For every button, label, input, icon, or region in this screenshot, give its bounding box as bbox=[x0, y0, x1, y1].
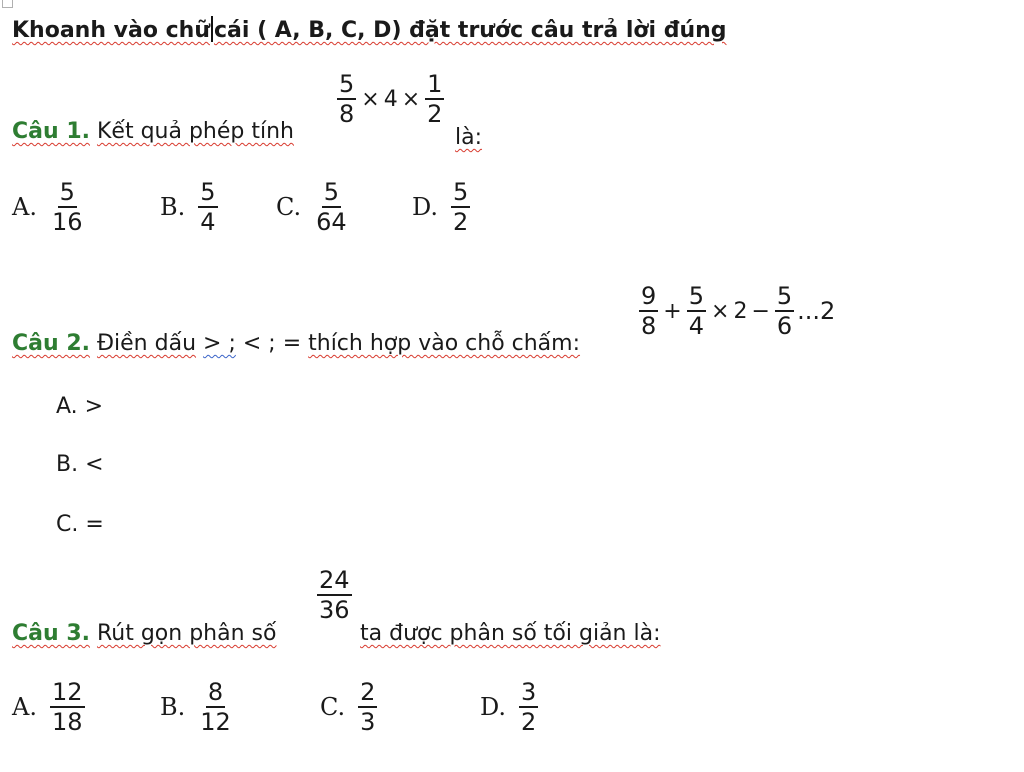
q3-option-c[interactable]: C. $\frac{2}{3}$ bbox=[320, 678, 376, 736]
question-2[interactable]: Câu 2. Điền dấu > ; < ; = thích hợp vào chỗ chấm: bbox=[12, 331, 581, 356]
question-3[interactable]: Câu 3. Rút gọn phân số bbox=[12, 621, 277, 646]
q2-option-b[interactable]: B. < bbox=[56, 452, 104, 477]
question-2-expression: $\frac{9}{8}$ + $\frac{5}{4}$ × 2 − $\frac{5}{6}$ ...2 bbox=[641, 282, 836, 340]
q1-option-d[interactable]: D. $\frac{5}{2}$ bbox=[412, 178, 469, 236]
heading-text-part1: Khoanh vào chữ bbox=[12, 18, 210, 43]
q2-option-c[interactable]: C. = bbox=[56, 512, 104, 537]
instruction-heading[interactable] bbox=[12, 16, 727, 45]
q2-option-a[interactable]: A. > bbox=[56, 394, 104, 419]
question-1[interactable] bbox=[12, 118, 294, 146]
question-1-text: Kết quả phép tính bbox=[96, 119, 294, 144]
question-1-expression: $\frac{5}{8}$ × 4 × $\frac{1}{2}$ bbox=[339, 70, 443, 128]
text-cursor bbox=[211, 16, 213, 42]
question-3-label: Câu 3. bbox=[12, 621, 90, 646]
q1-option-b[interactable]: B. $\frac{5}{4}$ bbox=[160, 178, 216, 236]
fraction: $\frac{5}{8}$ bbox=[339, 70, 355, 128]
fraction: $\frac{1}{2}$ bbox=[427, 70, 443, 128]
q1-option-c[interactable]: C. $\frac{5}{64}$ bbox=[276, 178, 347, 236]
q3-option-d[interactable]: D. $\frac{3}{2}$ bbox=[480, 678, 537, 736]
text-boundary-mark bbox=[2, 0, 13, 8]
question-2-label: Câu 2. bbox=[12, 331, 90, 356]
heading-text-part2: cái ( A, B, C, D) đặt trước câu trả lời đúng bbox=[213, 18, 727, 43]
question-3-fraction: $\frac{24}{36}$ bbox=[319, 566, 350, 624]
question-1-suffix: là: bbox=[455, 125, 483, 150]
q1-option-a[interactable]: A. $\frac{5}{16}$ bbox=[12, 178, 83, 236]
question-1-label: Câu 1. bbox=[12, 119, 90, 144]
q3-option-a[interactable]: A. $\frac{12}{18}$ bbox=[12, 678, 83, 736]
question-3-suffix: ta được phân số tối giản là: bbox=[360, 621, 661, 646]
q3-option-b[interactable]: B. $\frac{8}{12}$ bbox=[160, 678, 231, 736]
